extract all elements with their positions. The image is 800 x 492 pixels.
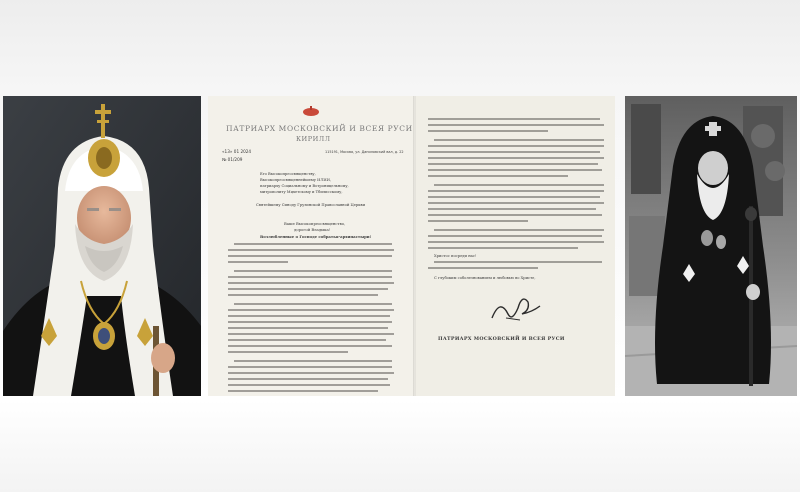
handwritten-signature (486, 288, 546, 328)
letter-emblem (302, 101, 320, 111)
letter-header-name: КИРИЛЛ (296, 135, 331, 143)
patriarch-portrait-illustration (3, 96, 201, 396)
recipient-line: Его Высокопреосвященству, (260, 172, 316, 176)
letter-header-title: ПАТРИАРХ МОСКОВСКИЙ И ВСЕЯ РУСИ (226, 124, 413, 133)
recipient-line: Святейшему Синоду Грузинской Православной Церкви (256, 203, 366, 207)
letter-ref-number: № 01/209 (222, 157, 243, 162)
right-closing-2: С глубоким соболезнованием и любовью во Христе, (434, 276, 536, 280)
patriarch-portrait-left (3, 96, 201, 396)
recipient-line: Высокопреосвященнейшему ИЛИИ, (260, 178, 332, 182)
letter-page-right (416, 96, 615, 396)
recipient-line: патриарху Социальному и Вотроницельному, (260, 184, 349, 188)
salutation-2: дорогой Владыка! (294, 227, 331, 232)
letter-ref-date: «13» 01 2024 (222, 149, 252, 154)
letter-page-left (208, 96, 414, 396)
right-closing-1: Христос посреди нас! (434, 254, 477, 258)
salutation-1: Ваше Высокопреосвященство, (284, 221, 346, 226)
greeting: Возлюбленные о Господе собратья-архипастыри! (260, 234, 372, 239)
recipient-line: митрополиту Мцхетскому и Тбилисскому, (260, 190, 343, 194)
letter-address: 115191, Москва, ул. Даниловский вал, д. 22 (325, 150, 404, 154)
signature-label: ПАТРИАРХ МОСКОВСКИЙ И ВСЕЯ РУСИ (438, 336, 565, 342)
catholicos-portrait-right (625, 96, 797, 396)
catholicos-portrait-illustration (625, 96, 797, 396)
patriarch-letter (208, 96, 615, 396)
